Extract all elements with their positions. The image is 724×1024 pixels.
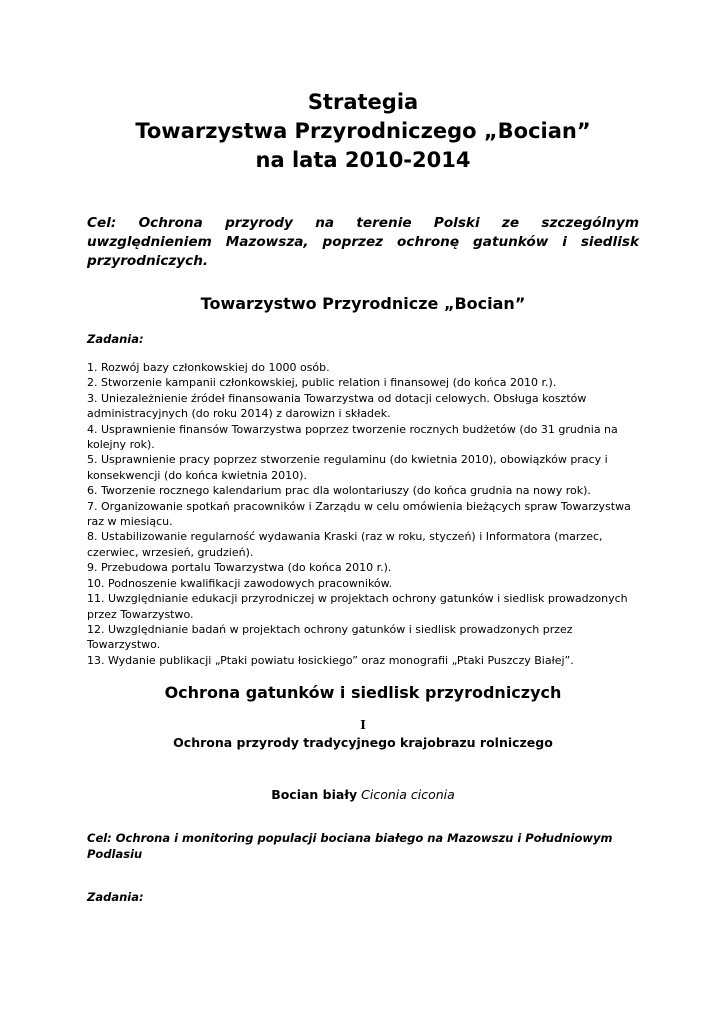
section-heading-society: Towarzystwo Przyrodnicze „Bocian” <box>200 294 526 313</box>
chapter-number: I <box>360 718 366 732</box>
task-item: 10. Podnoszenie kwalifikacji zawodowych pracowników. <box>87 576 393 590</box>
species-common-name: Bocian biały <box>271 787 358 802</box>
species-goal: Cel: Ochrona i monitoring populacji bociana białego na Mazowszu i Południowym Podlasiu <box>87 831 613 861</box>
task-item: 8. Ustabilizowanie regularność wydawania Kraski (raz w roku, styczeń) i Informatora (marzec, czerwiec, wrzesień, grudzień). <box>87 530 603 559</box>
species-tasks-label: Zadania: <box>87 890 144 904</box>
task-item: 7. Organizowanie spotkań pracowników i Zarządu w celu omówienia bieżących spraw Towarzystwa raz w miesiącu. <box>87 499 631 529</box>
tasks-list <box>87 360 647 668</box>
task-item: 1. Rozwój bazy członkowskiej do 1000 osób. <box>87 361 330 374</box>
task-item: 4. Usprawnienie finansów Towarzystwa poprzez tworzenie rocznych budżetów (do 31 grudnia na kolejny rok). <box>87 422 618 452</box>
task-item: 11. Uwzględnianie edukacji przyrodniczej w projektach ochrony gatunków i siedlisk prowadzonych przez Towarzystwo. <box>87 592 628 621</box>
title-line-3: na lata 2010-2014 <box>255 148 471 172</box>
strategy-goal: Cel: Ochrona przyrody na terenie Polski ze szczególnym uwzględnieniem Mazowsza, poprzez ochronę gatunków i siedlisk przyrodniczych. <box>87 215 639 269</box>
chapter-title: Ochrona przyrody tradycyjnego krajobrazu rolniczego <box>173 735 553 750</box>
task-item: 12. Uwzględnianie badań w projektach ochrony gatunków i siedlisk prowadzonych przez Towarzystwo. <box>87 622 573 652</box>
task-item: 2. Stworzenie kampanii członkowskiej, public relation i finansowej (do końca 2010 r.). <box>87 376 557 390</box>
task-item: 3. Uniezależnienie źródeł finansowania Towarzystwa od dotacji celowych. Obsługa kosztów administracyjnych (do roku 2014) z darowizn i składek. <box>87 391 587 421</box>
species-latin-name: Ciconia ciconia <box>361 787 455 802</box>
document-title <box>87 88 639 175</box>
section-heading-species: Ochrona gatunków i siedlisk przyrodniczych <box>164 683 562 702</box>
task-item: 6. Tworzenie rocznego kalendarium prac dla wolontariuszy (do końca grudnia na nowy rok). <box>87 484 591 498</box>
title-line-2: Towarzystwa Przyrodniczego „Bocian” <box>135 119 591 143</box>
task-item: 13. Wydanie publikacji „Ptaki powiatu łosickiego” oraz monografii „Ptaki Puszczy Białej”. <box>87 653 574 667</box>
title-line-1: Strategia <box>307 90 419 114</box>
task-item: 5. Usprawnienie pracy poprzez stworzenie regulaminu (do kwietnia 2010), obowiązków pracy i konsekwencji (do końca kwietnia 2010). <box>87 453 608 482</box>
species-heading <box>87 786 639 803</box>
task-item: 9. Przebudowa portalu Towarzystwa (do końca 2010 r.). <box>87 561 392 575</box>
tasks-label: Zadania: <box>87 332 144 346</box>
